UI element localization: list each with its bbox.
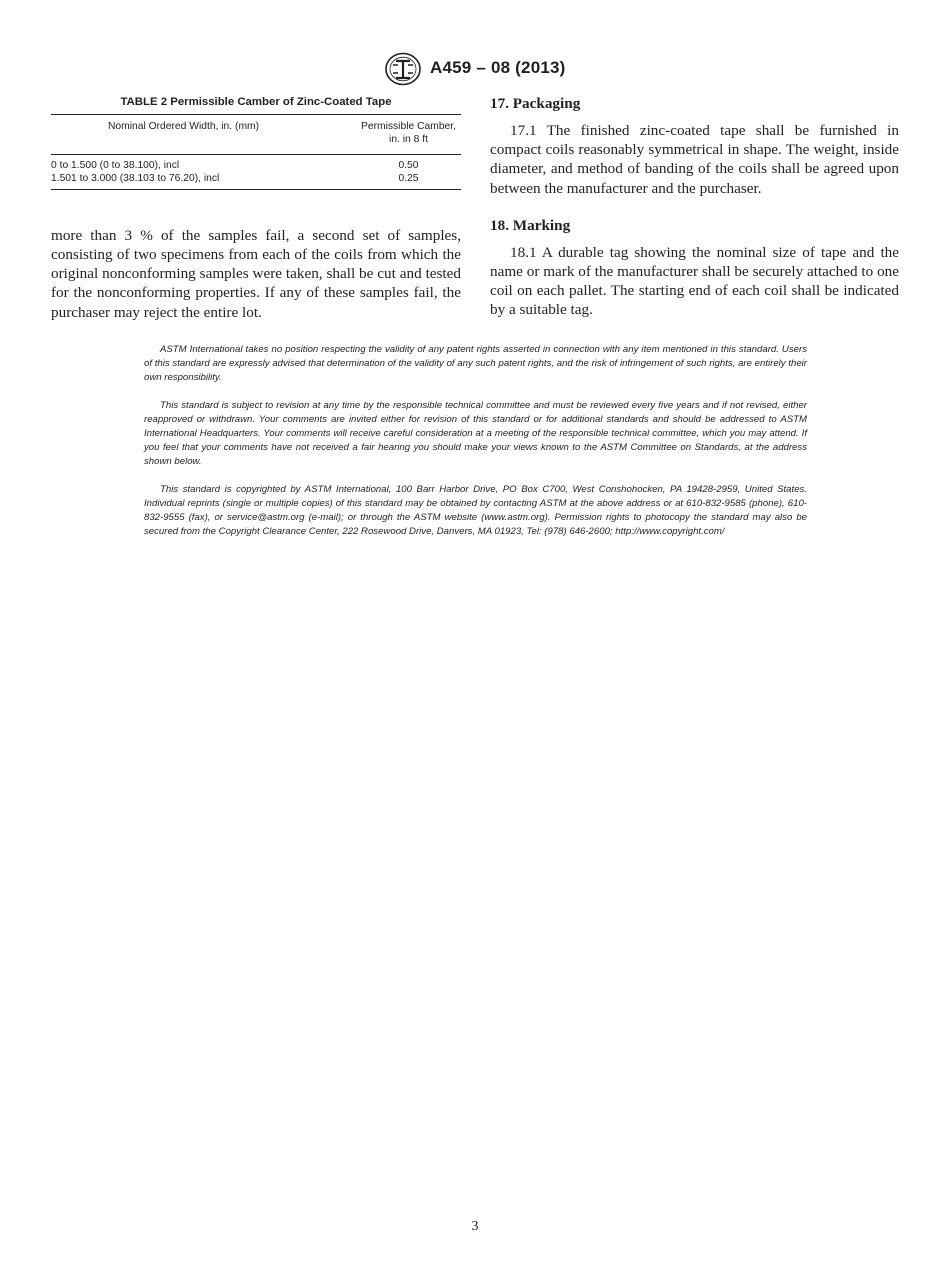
page-number: 3 — [471, 1219, 479, 1234]
camber-table — [51, 114, 461, 190]
page-header — [0, 52, 950, 88]
col-header-camber — [356, 115, 461, 155]
row-width: 0 to 1.500 (0 to 38.100), incl — [51, 160, 180, 171]
row-camber: 0.25 — [356, 172, 461, 189]
col-header-camber-line2: in. in 8 ft — [389, 134, 428, 145]
legal-notices — [144, 343, 807, 553]
section-heading-packaging: 17. Packaging — [490, 95, 581, 112]
continued-paragraph: more than 3 % of the samples fail, a second set of samples, consisting of two specimens from each of the coils from which the original nonconforming samples were taken, shall be cut and tested for the nonconforming properties. If any of these samples fail, the purchaser may reject the entire lot. — [51, 226, 461, 321]
astm-logo-icon — [384, 52, 422, 86]
table-title: TABLE 2 Permissible Camber of Zinc-Coated Tape — [120, 96, 392, 108]
col-header-width: Nominal Ordered Width, in. (mm) — [51, 115, 356, 155]
col-header-camber-line1: Permissible Camber, — [361, 121, 456, 132]
row-camber: 0.50 — [398, 160, 419, 171]
patent-notice: ASTM International takes no position respecting the validity of any patent rights asserted in connection with any item mentioned in this standard. Users of this standard are expressly advised that determination of the validity of any such patent rights, and the risk of infringement of such rights, are entirely their own responsibility. — [144, 344, 807, 383]
copyright-notice: This standard is copyrighted by ASTM International, 100 Barr Harbor Drive, PO Box C700, West Conshohocken, PA 19428-2959, United States. Individual reprints (single or multiple copies) of this standard may be obtained by contacting ASTM at the above address or at 610-832-9585 (phone), 610-832-9555 (fax), or service@astm.org (e-mail); or through the ASTM website (www.astm.org). Permission rights to photocopy the standard may also be secured from the Copyright Clearance Center, 222 Rosewood Drive, Danvers, MA 01923, Tel: (978) 646-2600; http://www.copyright.com/ — [144, 484, 807, 537]
section-heading-marking: 18. Marking — [490, 216, 571, 234]
row-width: 1.501 to 3.000 (38.103 to 76.20), incl — [51, 172, 356, 189]
left-column — [51, 92, 461, 322]
table-row — [51, 172, 461, 189]
standard-designation: A459 – 08 (2013) — [430, 58, 566, 77]
table-row — [51, 155, 461, 173]
right-column — [490, 92, 899, 320]
paragraph-18-1: 18.1 A durable tag showing the nominal size of tape and the name or mark of the manufacturer shall be securely attached to one coil on each pallet. The starting end of each coil shall be indicated by a suitable tag. — [490, 243, 899, 319]
paragraph-17-1: 17.1 The finished zinc-coated tape shall be furnished in compact coils reasonably symmetrical in shape. The weight, inside diameter, and method of banding of the coils shall be agreed upon between the manufacturer and the purchaser. — [490, 122, 899, 197]
revision-notice: This standard is subject to revision at any time by the responsible technical committee and must be reviewed every five years and if not revised, either reapproved or withdrawn. Your comments are invited either for revision of this standard or for additional standards and should be addressed to ASTM International Headquarters. Your comments will receive careful consideration at a meeting of the responsible technical committee, which you may attend. If you feel that your comments have not received a fair hearing you should make your views known to the ASTM Committee on Standards, at the address shown below. — [144, 400, 807, 467]
table-header-row — [51, 115, 461, 155]
